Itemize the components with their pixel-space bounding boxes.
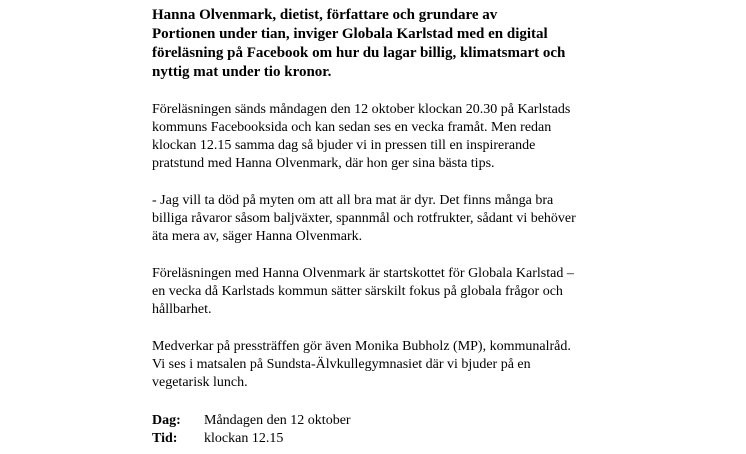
lead-line: Portionen under tian, inviger Globala Karlstad med en digital (152, 26, 548, 42)
body-paragraph-press-meeting (152, 338, 622, 392)
press-release-document (152, 0, 622, 454)
body-line: kommuns Facebooksida och kan sedan ses en vecka framåt. Men redan (152, 120, 552, 135)
body-line: äta mera av, säger Hanna Olvenmark. (152, 229, 363, 244)
detail-row-time (152, 430, 622, 448)
detail-label: Dag: (152, 413, 181, 428)
lead-line: nyttig mat under tio kronor. (152, 64, 332, 80)
body-line: pratstund med Hanna Olvenmark, där hon ger sina bästa tips. (152, 156, 495, 171)
detail-value: klockan 12.15 (204, 431, 284, 446)
body-line: klockan 12.15 samma dag så bjuder vi in pressen till en inspirerande (152, 138, 536, 153)
detail-value: Måndagen den 12 oktober (204, 413, 351, 428)
body-line: Föreläsningen sänds måndagen den 12 oktober klockan 20.30 på Karlstads (152, 102, 571, 117)
body-line: billiga råvaror såsom baljväxter, spannmål och rotfrukter, sådant vi behöver (152, 211, 576, 226)
lead-line: Hanna Olvenmark, dietist, författare och grundare av (152, 7, 498, 23)
body-line: Vi ses i matsalen på Sundsta-Älvkullegymnasiet där vi bjuder på en (152, 357, 531, 372)
body-line: en vecka då Karlstads kommun sätter särskilt fokus på globala frågor och (152, 284, 563, 299)
detail-row-day (152, 412, 622, 430)
event-details (152, 412, 622, 454)
body-line: Medverkar på pressträffen gör även Monika Bubholz (MP), kommunalråd. (152, 339, 571, 354)
body-paragraph-quote (152, 192, 622, 246)
body-line: hållbarhet. (152, 302, 212, 317)
lead-paragraph (152, 6, 622, 82)
cut-off-line (152, 448, 622, 454)
body-line: - Jag vill ta död på myten om att all bra mat är dyr. Det finns många bra (152, 193, 554, 208)
detail-label: Tid: (152, 431, 178, 446)
body-paragraph-broadcast (152, 101, 622, 173)
body-line: Föreläsningen med Hanna Olvenmark är startskottet för Globala Karlstad – (152, 266, 574, 281)
body-paragraph-globala-karlstad (152, 265, 622, 319)
lead-line: föreläsning på Facebook om hur du lagar billig, klimatsmart och (152, 45, 566, 61)
body-line: vegetarisk lunch. (152, 375, 248, 390)
